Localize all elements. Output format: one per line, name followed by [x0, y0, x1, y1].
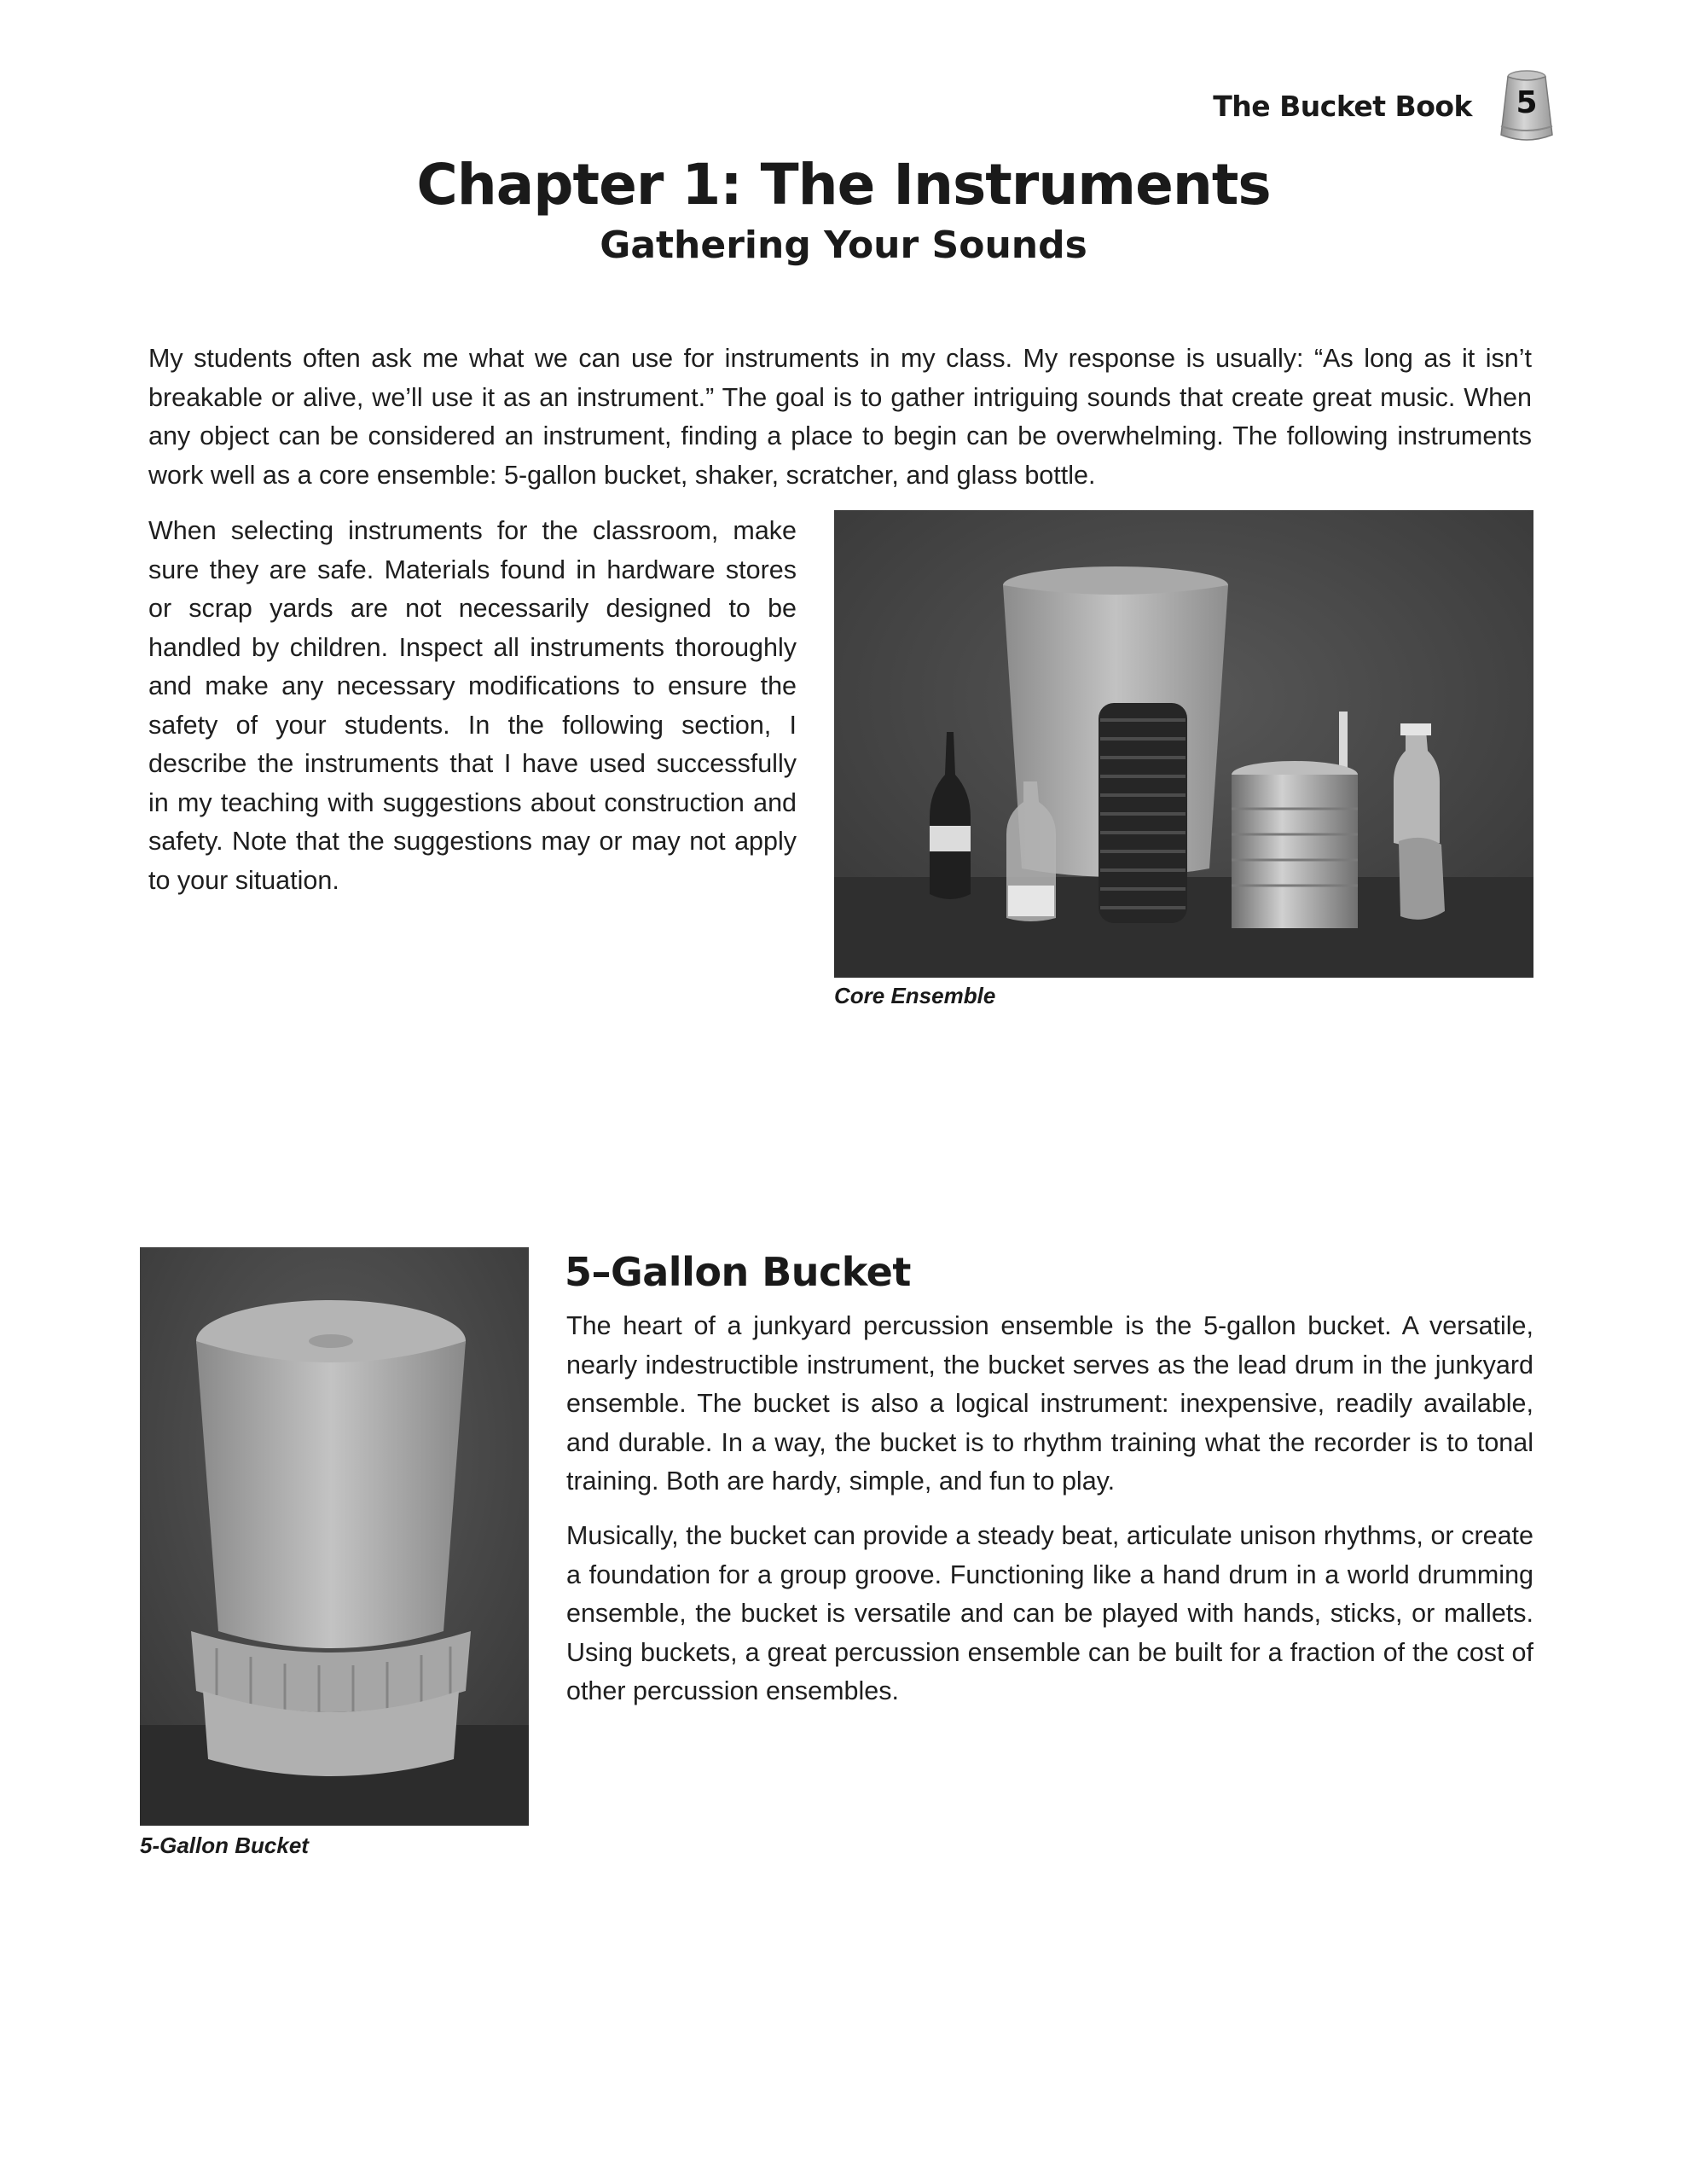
core-ensemble-caption: Core Ensemble: [834, 983, 996, 1008]
page-number-badge: [1494, 67, 1559, 145]
chapter-subtitle: Gathering Your Sounds: [600, 224, 1087, 267]
section-heading: 5–Gallon Bucket: [565, 1249, 911, 1295]
bucket-paragraph-2: Musically, the bucket can provide a steady beat, articulate unison rhythms, or create a foundation for a group groove. Functioning like a hand drum in a world drumming ensemble, the bucket is versatile and can be played with hands, sticks, or mallets. Using buckets, a great percussion ensemble can be built for a fraction of the cost of other percussion ensembles.: [566, 1521, 1533, 1705]
book-title: The Bucket Book: [1213, 89, 1472, 123]
running-header: [1213, 67, 1559, 145]
chapter-title: Chapter 1: The Instruments: [416, 152, 1271, 218]
intro-paragraph: My students often ask me what we can use for instruments in my class. My response is usually: “As long as it isn’t breakable or alive, we’ll use it as an instrument.” The goal is to gather intriguing sounds that create great music. When any object can be considered an instrument, finding a place to begin can be overwhelming. The following instruments work well as a core ensemble: 5-gallon bucket, shaker, scratcher, and glass bottle.: [148, 344, 1532, 490]
bucket-paragraph-1: The heart of a junkyard percussion ensemble is the 5-gallon bucket. A versatile, nearly indestructible instrument, the bucket serves as the lead drum in the junkyard ensemble. The bucket is also a logical instrument: inexpensive, readily available, and durable. In a way, the bucket is to rhythm training what the recorder is to tonal training. Both are hardy, simple, and fun to play.: [566, 1311, 1533, 1496]
safety-paragraph: When selecting instruments for the classroom, make sure they are safe. Materials found in hardware stores or scrap yards are not necessarily designed to be handled by children. Inspect all instruments thoroughly and make any necessary modifications to ensure the safety of your students. In the following section, I describe the instruments that I have used successfully in my teaching with suggestions about construction and safety. Note that the suggestions may or may not apply to your situation.: [148, 516, 797, 895]
page-number: 5: [1516, 85, 1538, 120]
bucket-caption: 5-Gallon Bucket: [140, 1833, 309, 1858]
core-ensemble-photo: [834, 510, 1533, 978]
bucket-photo: [140, 1247, 529, 1826]
